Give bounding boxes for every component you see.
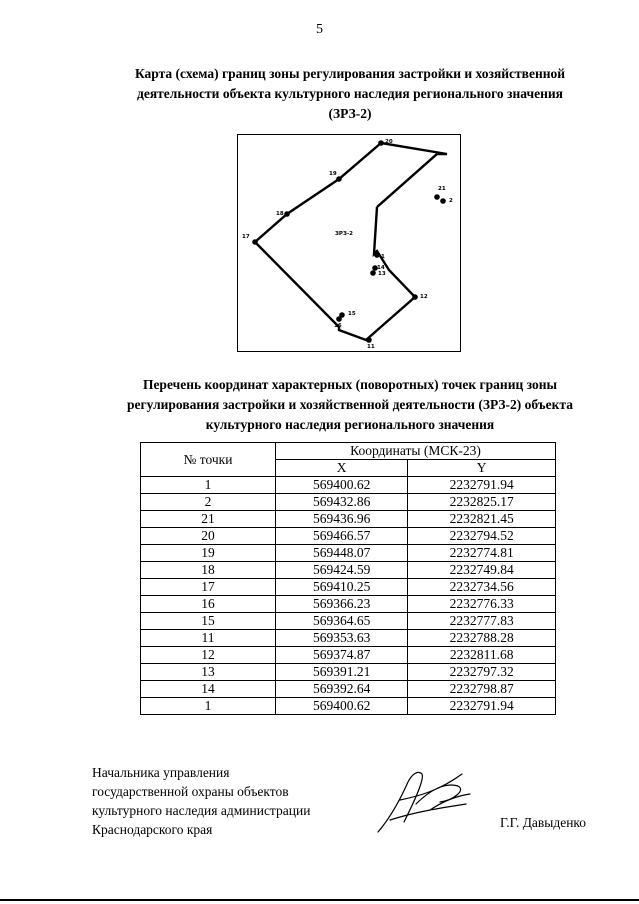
zone-label: ЗРЗ-2 (335, 231, 353, 237)
y-coordinate-cell: 2232821.45 (408, 511, 556, 528)
point-number-cell: 14 (141, 681, 276, 698)
map-point-label: 20 (385, 139, 393, 145)
position-line: Начальника управления (92, 765, 230, 780)
signer-position (92, 763, 310, 839)
y-coordinate-cell: 2232749.84 (408, 562, 556, 579)
map-point (370, 270, 376, 276)
map-point-label: 11 (367, 344, 375, 350)
y-coordinate-cell: 2232825.17 (408, 494, 556, 511)
point-number-cell: 15 (141, 613, 276, 630)
position-line: государственной охраны объектов (92, 784, 289, 799)
point-number-cell: 19 (141, 545, 276, 562)
x-coordinate-cell: 569436.96 (276, 511, 408, 528)
x-coordinate-cell: 569392.64 (276, 681, 408, 698)
y-coordinate-cell: 2232734.56 (408, 579, 556, 596)
table-row (141, 664, 556, 681)
map-point (252, 239, 258, 245)
map-title (60, 64, 639, 124)
point-number-cell: 1 (141, 698, 276, 715)
x-coordinate-cell: 569466.57 (276, 528, 408, 545)
y-coordinate-cell: 2232788.28 (408, 630, 556, 647)
map-point (284, 211, 290, 217)
signature-drawing (370, 760, 480, 840)
point-number-cell: 1 (141, 477, 276, 494)
table-row (141, 511, 556, 528)
table-row (141, 494, 556, 511)
y-coordinate-cell: 2232791.94 (408, 698, 556, 715)
x-coordinate-cell: 569374.87 (276, 647, 408, 664)
table-row (141, 630, 556, 647)
list-title-line: Перечень координат характерных (поворотных) точек границ зоны (142, 377, 558, 392)
position-line: Краснодарского края (92, 822, 213, 837)
map-point (336, 176, 342, 182)
table-row (141, 596, 556, 613)
map-point-label: 17 (242, 234, 250, 240)
x-coordinate-cell: 569410.25 (276, 579, 408, 596)
position-line: культурного наследия администрации (92, 803, 311, 818)
x-coordinate-cell: 569400.62 (276, 698, 408, 715)
point-number-cell: 12 (141, 647, 276, 664)
point-number-cell: 16 (141, 596, 276, 613)
point-number-cell: 2 (141, 494, 276, 511)
map-point (440, 198, 446, 204)
x-coordinate-cell: 569424.59 (276, 562, 408, 579)
map-title-line: (ЗРЗ-2) (328, 106, 372, 121)
map-point-label: 13 (378, 271, 386, 277)
point-number-cell: 17 (141, 579, 276, 596)
boundary-map (237, 134, 461, 352)
point-number-cell: 21 (141, 511, 276, 528)
map-point (434, 194, 440, 200)
coordinates-list-title (60, 375, 639, 435)
x-coordinate-cell: 569448.07 (276, 545, 408, 562)
x-coordinate-cell: 569391.21 (276, 664, 408, 681)
map-point (378, 140, 384, 146)
map-point-label: 18 (276, 211, 284, 217)
table-row (141, 579, 556, 596)
x-header: X (276, 460, 408, 477)
map-point-label: 21 (438, 186, 446, 192)
x-coordinate-cell: 569432.86 (276, 494, 408, 511)
table-row (141, 528, 556, 545)
boundary-map-drawing (238, 135, 459, 350)
coordinates-table-body (141, 477, 556, 715)
table-row (141, 562, 556, 579)
map-title-line: деятельности объекта культурного наследия регионального значения (137, 86, 563, 101)
table-row (141, 681, 556, 698)
map-point-label: 1 (381, 254, 385, 260)
table-row (141, 698, 556, 715)
coordinates-table (140, 442, 556, 715)
list-title-line: регулирования застройки и хозяйственной деятельности (ЗРЗ-2) объекта (127, 397, 573, 412)
map-point-label: 15 (348, 311, 356, 317)
point-number-cell: 20 (141, 528, 276, 545)
y-coordinate-cell: 2232798.87 (408, 681, 556, 698)
point-number-header: № точки (141, 443, 276, 477)
map-point-label: 19 (329, 171, 337, 177)
map-point (366, 337, 372, 343)
table-row (141, 545, 556, 562)
point-number-cell: 18 (141, 562, 276, 579)
y-coordinate-cell: 2232811.68 (408, 647, 556, 664)
y-coordinate-cell: 2232797.32 (408, 664, 556, 681)
map-point (374, 252, 380, 258)
y-coordinate-cell: 2232794.52 (408, 528, 556, 545)
x-coordinate-cell: 569353.63 (276, 630, 408, 647)
x-coordinate-cell: 569364.65 (276, 613, 408, 630)
map-point-label: 12 (420, 294, 428, 300)
bottom-divider (0, 899, 639, 901)
y-coordinate-cell: 2232791.94 (408, 477, 556, 494)
handwritten-signature (370, 760, 480, 840)
table-row (141, 647, 556, 664)
x-coordinate-cell: 569400.62 (276, 477, 408, 494)
map-title-line: Карта (схема) границ зоны регулирования застройки и хозяйственной (134, 66, 566, 81)
table-row (141, 477, 556, 494)
table-row (141, 613, 556, 630)
y-header: Y (408, 460, 556, 477)
map-point (412, 294, 418, 300)
y-coordinate-cell: 2232777.83 (408, 613, 556, 630)
page-number: 5 (316, 22, 323, 37)
x-coordinate-cell: 569366.23 (276, 596, 408, 613)
map-point (339, 312, 345, 318)
map-point-label: 16 (334, 323, 342, 329)
y-coordinate-cell: 2232776.33 (408, 596, 556, 613)
list-title-line: культурного наследия регионального значения (205, 417, 495, 432)
signer-name: Г.Г. Давыденко (500, 815, 587, 830)
coordinates-header: Координаты (МСК-23) (276, 443, 556, 460)
point-number-cell: 11 (141, 630, 276, 647)
point-number-cell: 13 (141, 664, 276, 681)
map-point-label: 14 (377, 265, 385, 271)
y-coordinate-cell: 2232774.81 (408, 545, 556, 562)
map-point-label: 2 (449, 198, 453, 204)
